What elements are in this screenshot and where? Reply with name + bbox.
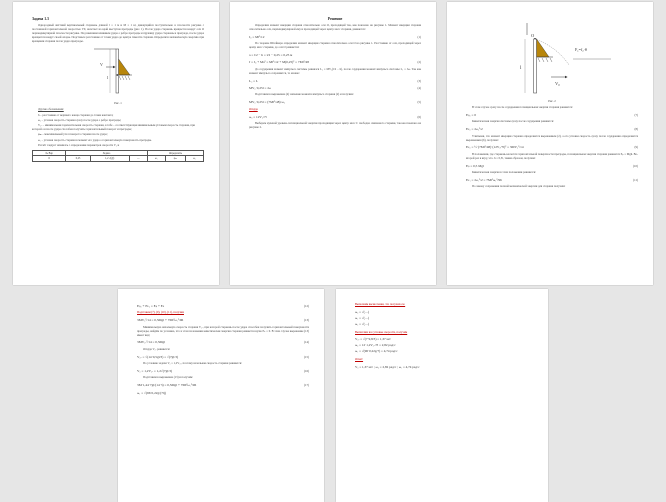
paragraph: Подставим в выражение (13) и получим: <box>143 375 193 380</box>
equation-text: Eₚ₀ + Eₖ₀ = Eₚ + Eₖ <box>137 304 165 308</box>
equation-text: V₀ = 1,2V₀ₒ = 1,2√(7gl/3) <box>137 369 173 374</box>
equation-number: (4) <box>417 86 421 91</box>
equation-number: (3) <box>417 78 421 83</box>
equation-number: (1) <box>417 34 421 39</box>
table-cell: 1,2 √(gl) <box>90 156 129 161</box>
result-line: ω₀ = 12·1,2V₀ₒ/7l = 2,82 рад/с <box>355 343 396 347</box>
svg-text:V: V <box>100 62 103 68</box>
definition-item: V₀ₒ – минимальная горизонтальная скорость стержня, в тебе – соответствующая минимальным угловым скорость стержня, при которой он после удара способен получить горизонтальный поворот и преграды; <box>32 123 195 132</box>
definitions-heading: Другие обозначения: <box>38 107 64 112</box>
table-header: Определить <box>147 150 203 155</box>
equation-text: Eₖ₀ = ½·(7Ml²/48)·(12V₀/7l)² = 3MV₀²/14 <box>466 145 524 150</box>
equation-number: (10) <box>633 163 638 168</box>
document-page-3 <box>447 2 653 285</box>
definition-item: h – расстояние от верхнего конца стержня до точки контакта; <box>38 112 114 117</box>
document-page-2 <box>230 2 436 285</box>
equation-5 <box>249 100 421 104</box>
paragraph: До соударения момент импульса системы равнялся L₀ = MV₀(l/2 − h), после соударения момент импульса системы L₁ = Jω. Так как момент импульса сохраняется, то можно: <box>249 66 421 75</box>
equation-number: (11) <box>633 177 638 182</box>
table-cell: 0,25 <box>66 156 90 161</box>
label-v0: V₀ <box>555 81 560 86</box>
equation-number: (16) <box>304 369 309 374</box>
result-line: ω₂ = √(…) <box>355 321 370 326</box>
equation-text: a = l/2 − h = l/2 − 0,25 = 0,25 м <box>249 53 293 58</box>
label-o: O <box>531 33 535 38</box>
table-header: Задано <box>66 150 147 155</box>
table-cell: ω₁ <box>147 156 165 161</box>
table-cell: φₘ <box>165 156 185 161</box>
svg-text:l: l <box>107 75 109 81</box>
equation-1 <box>249 35 421 39</box>
equation-text: Eₖ₀ = Jω₀²/2 <box>466 127 483 132</box>
paragraph: По условию задачи V₀ = 1,2V₀ₒ, поэтому начальная скорость стержня равняется: <box>143 361 242 366</box>
figure-2-rod-rotation <box>487 17 617 97</box>
paragraph: Определим момент инерции стержня относительно оси O, проходящей так, как показано на рисунке 1. Момент инерции стержня относительно оси, перпендикулярной ему и проходящей через центр масс стержня, равняется: <box>249 23 421 31</box>
result-line: ω₁ = √(96·0,22g/7) = 4,74 рад/с <box>355 349 398 353</box>
equation-8 <box>466 127 638 131</box>
equation-number: (5) <box>417 100 421 105</box>
equation-number: (13) <box>304 318 309 323</box>
paragraph: Минимальную начальную скорость стержня V₀ₒ, при которой стержень после удара способен получить горизонтальный поверхности преграды, найдём по условию, что в этом положении кинетическая энергия стержня равняется нулю Eₖ = 0. В этом случае выражение (13) имеет вид: <box>137 324 309 337</box>
equation-text: Eₚ = 0,5 Mgl <box>466 163 484 168</box>
equation-16 <box>137 369 309 373</box>
equation-text: Eₖ₁ = Jω₁²/2 = 7Ml²ω₁²/96 <box>466 177 502 182</box>
equation-number: (8) <box>634 127 638 132</box>
label-l: l <box>520 66 522 71</box>
highlighted-note: Подставим (7), (9), (10), (11), получим <box>137 310 184 315</box>
table-cell: — <box>129 156 147 161</box>
equation-text: J꜀ = Ml²/12 <box>249 34 265 39</box>
figure-1-caption: Рис. 1 <box>114 101 122 106</box>
equation-text: Eₚ₀ = 0 <box>466 112 477 117</box>
solution-title: Решение <box>327 17 343 21</box>
equation-number: (12) <box>304 304 309 308</box>
equation-2 <box>249 60 421 64</box>
highlighted-note: Откуда <box>249 106 258 111</box>
label-force: F₁=f₂·θ <box>575 47 587 52</box>
paragraph: Учитывая, что момент инерции стержня определяется выражением (2), а его угловая скорость сразу после соударения определяется выражением (6), получим: <box>466 133 638 142</box>
definition-item: φₘ – максимальный угол поворота стержня после удара; <box>38 132 108 137</box>
figure-2-caption: Рис. 2 <box>548 99 556 103</box>
equation-number: (14) <box>304 340 309 345</box>
equation-13 <box>137 318 309 322</box>
paragraph: Выберем нулевой уровень потенциальной энергии проходящим через центр масс C свободно связанного стержня, так как показано на рисунке 2. <box>249 121 421 129</box>
equation-text: 3MV₀²/14 = 0,5Mgl + 7Ml²ω₁²/96 <box>137 318 184 323</box>
equation-14 <box>137 340 309 344</box>
table-header: № Вар <box>33 150 66 155</box>
definition-item: ω₁ – угловая скорость стержня в момент его удара о горизонтальную поверхность преграды. <box>38 137 152 142</box>
equation-9 <box>466 145 638 149</box>
paragraph: По закону сохранения полной механической энергии для стержня получим: <box>472 184 566 189</box>
equation-number: (2) <box>417 60 421 65</box>
document-page-5 <box>336 289 548 502</box>
equation-number: (6) <box>417 114 421 119</box>
paragraph: В положении, где стержень касается горизонтальной поверхности преграды, потенциальная энергия стержня равняется Eₚ = Mgh. Во-второй раз в игру, что. h = 0,5l, таким образом, получим: <box>466 151 638 160</box>
paragraph: По теореме Штейнера определим момент инерции стержня относительно оси O на рисунке 1. Расстояние от оси, проходящей через центр масс стержня, до оси O равняется: <box>249 41 421 50</box>
equation-15 <box>137 355 309 359</box>
equation-text: 3MV₀ₒ²/14 = 0,5Mgl <box>137 340 166 345</box>
equation-text: L₀ = L <box>249 78 258 83</box>
result-line: V₀ₒ = √(7·9,8/3) = 1,37 м/с <box>355 337 391 341</box>
definition-item: ω₀ – угловая скорость стержня сразу после удара о ребро преграды; <box>38 117 122 122</box>
table-note: Расчёт следует начинать с определения параметров скорости V₀ и <box>38 143 120 148</box>
table-cell: 6 <box>33 156 66 161</box>
equation-17 <box>137 383 309 387</box>
paragraph: Кинетическая энергия в этом положении равняется: <box>472 170 537 175</box>
highlighted-note: Вычислим все угловые скорости, получим <box>355 329 408 334</box>
table-cell: ω₂ <box>185 156 203 161</box>
equation-text: 3M·1,44·7gl/(14·3) = 0,5Mgl + 7Ml²ω₁²/96 <box>137 383 197 388</box>
equation-10 <box>466 164 638 168</box>
equation-11 <box>466 178 638 182</box>
equation-3 <box>249 79 421 83</box>
result-line: ω₁ = √(…) <box>355 315 370 320</box>
answer-line: V₀ = 1,37 м/с ; ω₀ = 2,82 рад/с ; ω₁ = 4,74 рад/с <box>355 364 420 369</box>
variant-table <box>32 150 204 162</box>
equation-7 <box>466 113 638 117</box>
document-page-1 <box>13 2 219 285</box>
paragraph: В этом случае сразу после соударения потенциальная энергия стержня равняется: <box>472 105 573 109</box>
equation-18 <box>137 391 309 395</box>
equation-12 <box>137 304 309 308</box>
equation-number: (9) <box>634 145 638 150</box>
equation-text: V₀ₒ = √(14·0,5gl/3) = √(7gl/3) <box>137 354 179 359</box>
result-line: ω₀ = √(…) <box>355 309 370 314</box>
equation-text: ω₁ = √(96·0,22g/(7l)) <box>137 390 167 395</box>
equation-text: MV₀·0,25l = Jω <box>249 86 271 91</box>
equation-text: J = J꜀ + Ma² = Ml²/12 + M(0,25)² = 7Ml²/48 <box>249 60 309 65</box>
equation-text: MV₀·0,25l = (7Ml²/48)·ω₀ <box>249 100 286 105</box>
task-statement: Однородный жёсткий вертикальный стержень длиной l = 1 м и M = 1 кг, движущийся поступательно в плоскости рисунка с постоянной горизонтальной скоростью V0, налетает на край выступов преграды (рис. 1). После удара стержень вращается вокруг оси O перпендикулярной плоскости рисунка. Под внешним влиянием удара о ребро преграды и пружину удара стержень и преграда, после удара вращается вокруг своей опоры. Подставьте расстояние от точки удара до центра тяжести стержня. Определите механическую энергию при вращении стержня после удара преграды. <box>32 23 204 43</box>
highlighted-note: Выполним вычисления, что получилось: <box>355 302 406 306</box>
document-page-4 <box>118 289 324 502</box>
answer-heading: Ответ: <box>355 357 364 361</box>
equation-number: (7) <box>634 112 638 117</box>
paragraph: Кинетическая энергия системы сразу после соударения равняется: <box>472 119 554 124</box>
equation-4 <box>249 86 421 90</box>
paragraph: Подставим в выражение (4) значение момента импульса стержня (2) и получим: <box>255 92 354 97</box>
equation-text: ω₀ = 12V₀/7l <box>249 114 267 119</box>
equation-6 <box>249 115 421 119</box>
equation-number: (17) <box>304 383 309 388</box>
figure-1-rod <box>86 45 150 99</box>
paragraph: Откуда V₀ₒ равняется: <box>143 346 171 351</box>
equation-distance <box>249 53 421 57</box>
equation-number: (15) <box>304 354 309 359</box>
task-title: Задача 1.3 <box>32 17 49 21</box>
